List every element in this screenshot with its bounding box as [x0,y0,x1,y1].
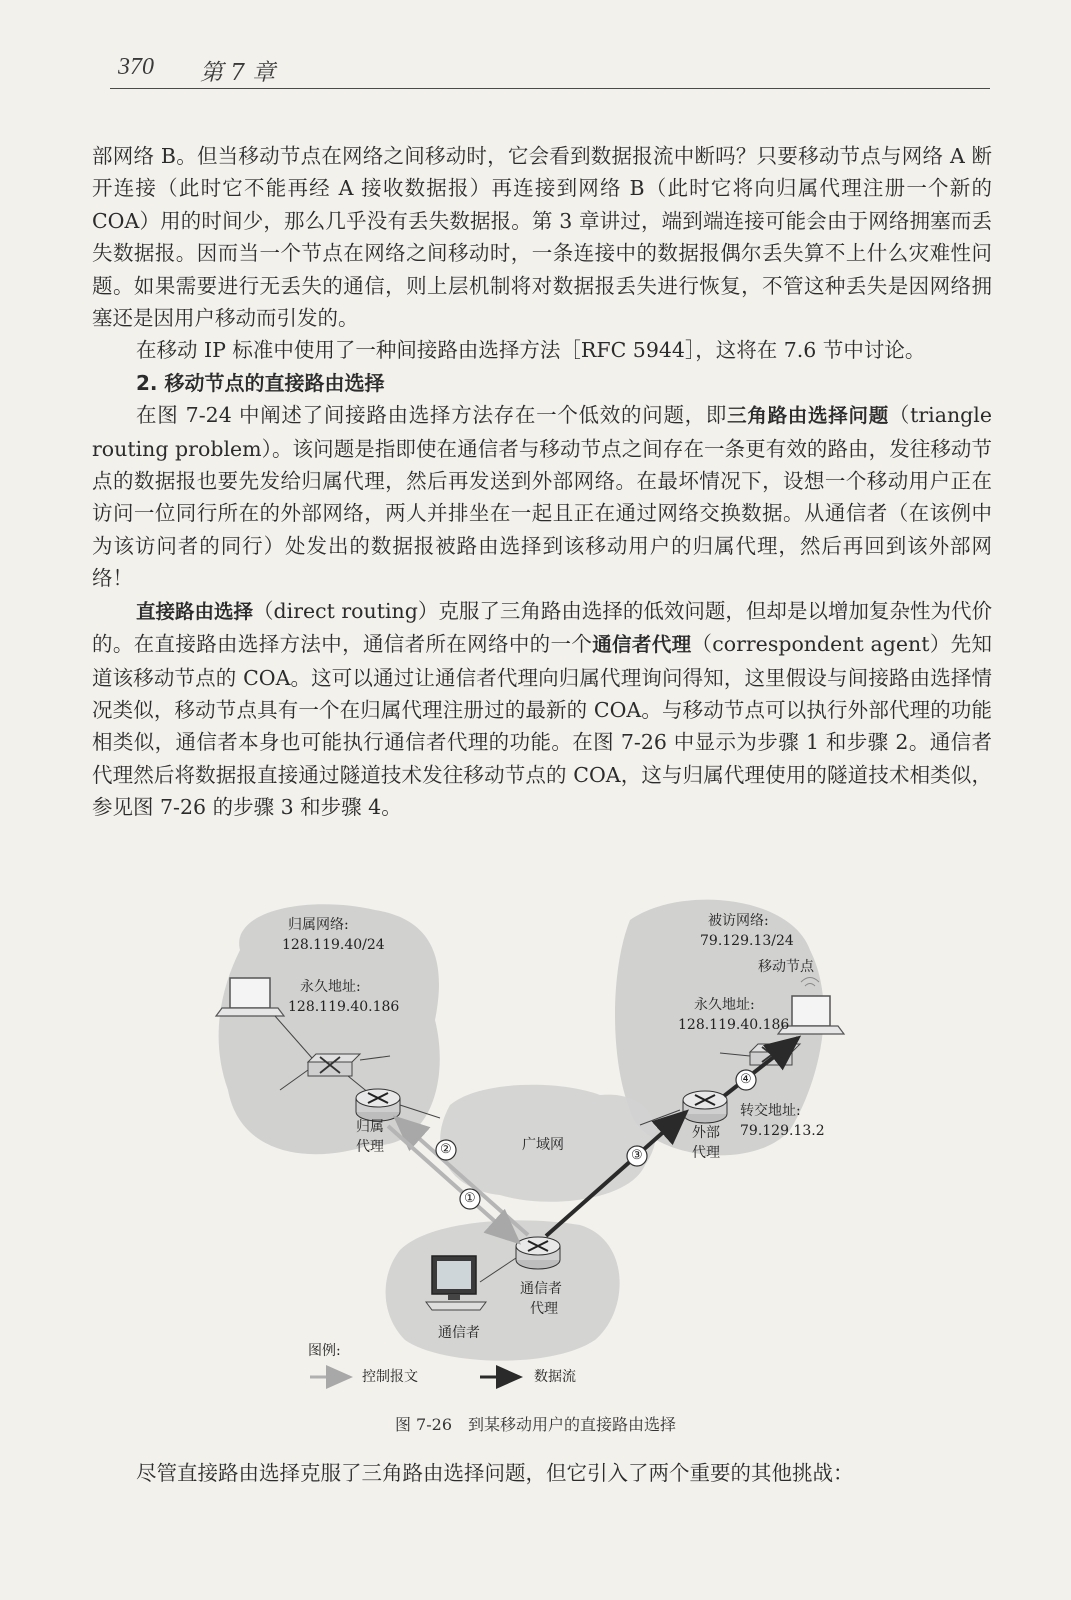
figure-7-26 [200,890,900,1410]
term-correspondent-agent: 通信者代理 [592,633,692,657]
paragraph-4-text-a: （direct routing）克服了三角路由选择的低效问题，但却是以增加复杂性为代价的。在直接路由选择方法中，通信者所在网络中的一个 [92,598,992,657]
term-triangle-routing: 三角路由选择问题 [727,404,889,428]
foreign-agent-label-1: 外部 [692,1125,720,1141]
paragraph-4 [92,595,992,824]
home-network-address: 128.119.40/24 [282,937,385,953]
foreign-agent-label-2: 代理 [692,1145,720,1161]
term-direct-routing: 直接路由选择 [136,599,254,623]
legend-title: 图例: [308,1343,341,1359]
correspondent-label: 通信者 [438,1325,480,1341]
permanent-address: 128.119.40.186 [288,999,400,1015]
paragraph-1: 部网络 B。但当移动节点在网络之间移动时，它会看到数据报流中断吗？只要移动节点与网络 A 断开连接（此时它不能再经 A 接收数据报）再连接到网络 B（此时它将向归属代理注册一个新的 COA）用的时间少，那么几乎没有丢失数据报。第 3 章讲过，端到端连接可能会由于网络拥塞而丢失数据报。因而当一个节点在网络之间移动时，一条连接中的数据报偶尔丢失算不上什么灾难性问题。如果需要进行无丢失的通信，则上层机制将对数据报丢失进行恢复，不管这种丢失是因网络拥塞还是因用户移动而引发的。 [92,144,992,331]
correspondent-agent-label-2: 代理 [530,1301,558,1317]
chapter-label: 第 7 章 [200,60,276,86]
step-1-label: ① [464,1191,476,1206]
home-agent-label-1: 归属 [356,1119,384,1135]
visited-permanent-address-label: 永久地址: [694,997,755,1013]
legend-control-label: 控制报文 [362,1369,418,1385]
page-number: 370 [118,54,154,80]
paragraph-3 [92,399,992,594]
legend-data-label: 数据流 [534,1369,576,1385]
home-agent-label-2: 代理 [356,1139,384,1155]
visited-permanent-address: 128.119.40.186 [678,1017,790,1033]
paragraph-4-text-b: （correspondent agent）先知道该移动节点的 COA。这可以通过让通信者代理向归属代理询问得知，这里假设与间接路由选择情况类似，移动节点具有一个在归属代理注册过的最新的 COA。与移动节点可以执行外部代理的功能相类似，通信者本身也可能执行通信者代理的功能。在图 7-26 中显示为步骤 1 和步骤 2。通信者代理然后将数据报直接通过隧道技术发往移动节点的 COA，这与归属代理使用的隧道技术相类似，参见图 7-26 的步骤 3 和步骤 4。 [92,632,993,820]
step-3-label: ③ [631,1148,643,1163]
body-text [92,140,992,824]
figure-caption: 图 7-26 到某移动用户的直接路由选择 [394,1415,677,1434]
correspondent-network-cloud [386,1220,620,1360]
page-header [110,48,990,89]
visited-network-label: 被访网络: [708,913,769,929]
visited-network-address: 79.129.13/24 [700,933,794,949]
step-4-label: ④ [740,1072,752,1087]
care-of-address: 79.129.13.2 [740,1123,825,1139]
paragraph-2: 在移动 IP 标准中使用了一种间接路由选择方法［RFC 5944］，这将在 7.6 节中讨论。 [136,338,926,363]
closing-paragraph: 尽管直接路由选择克服了三角路由选择问题，但它引入了两个重要的其他挑战： [136,1461,854,1485]
mobile-node-label: 移动节点 [758,959,814,975]
paragraph-3-text-b: （triangle routing problem）。该问题是指即使在通信者与移动节点之间存在一条更有效的路由，发往移动节点的数据报也要先发给归属代理，然后再发送到外部网络。在最坏情况下，设想一个移动用户正在访问一位同行所在的外部网络，两人并排坐在一起且正在通过网络交换数据。从通信者（在该例中为该访问者的同行）处发出的数据报被路由选择到该移动用户的归属代理，然后再回到该外部网络！ [92,403,992,591]
wan-label: 广域网 [522,1137,564,1153]
care-of-address-label: 转交地址: [740,1103,801,1119]
step-2-label: ② [440,1142,452,1157]
home-network-label: 归属网络: [288,917,349,933]
permanent-address-label: 永久地址: [300,979,361,995]
paragraph-3-text-a: 在图 7-24 中阐述了间接路由选择方法存在一个低效的问题，即 [136,403,728,428]
correspondent-agent-label-1: 通信者 [520,1281,562,1297]
section-heading: 2. 移动节点的直接路由选择 [136,370,385,395]
